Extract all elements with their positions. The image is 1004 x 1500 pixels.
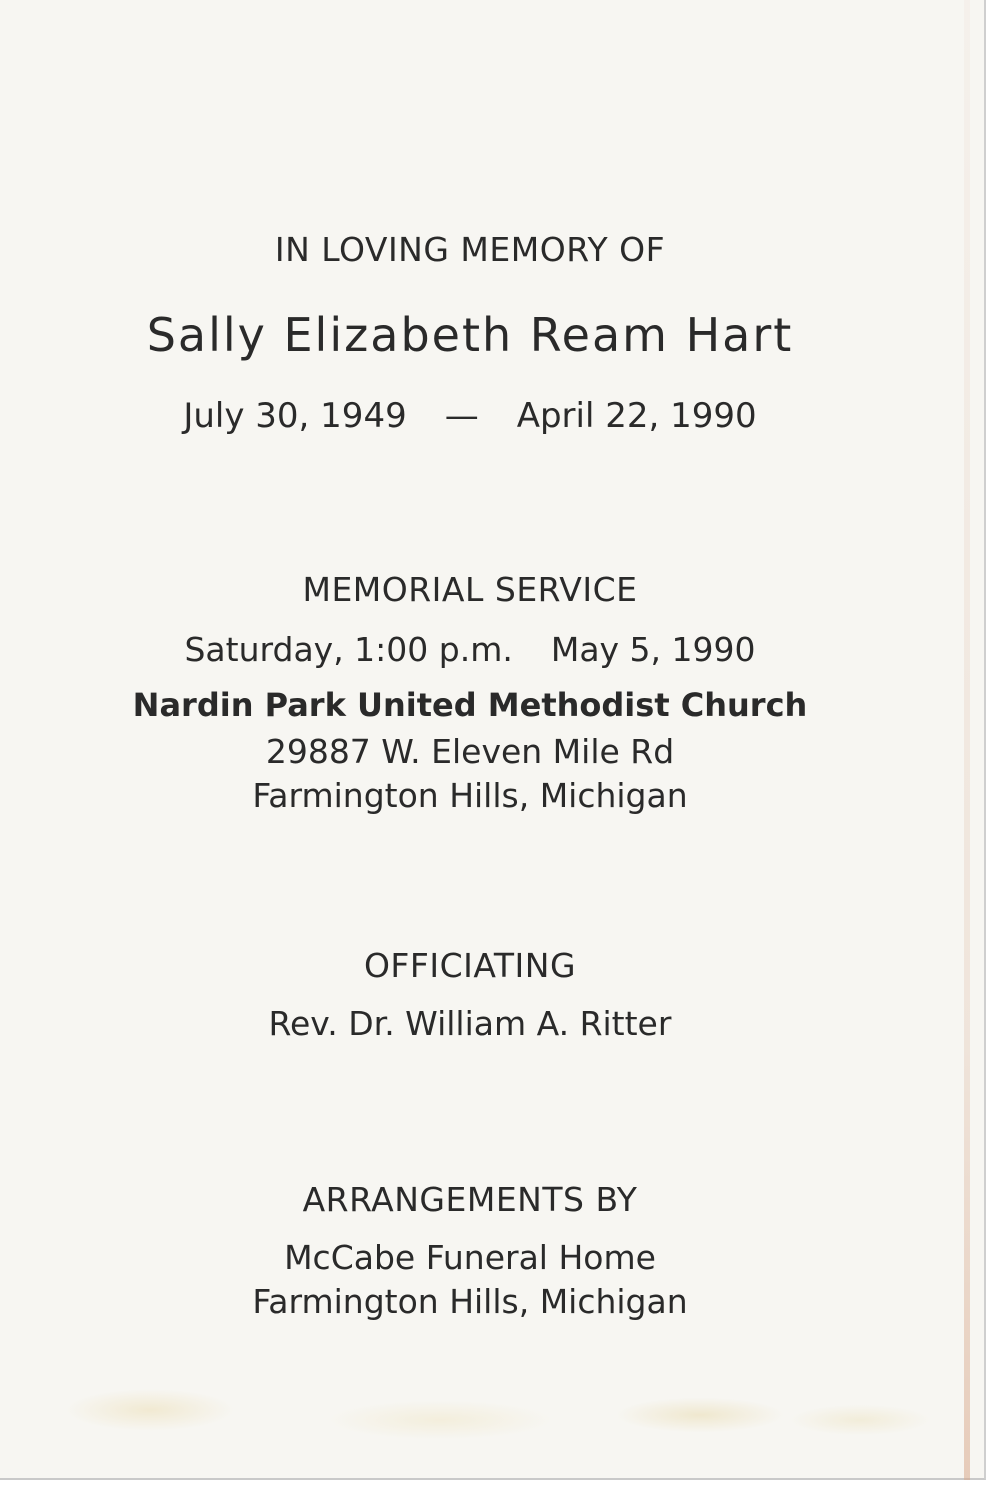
funeral-home: McCabe Funeral Home <box>284 1238 656 1277</box>
service-day-time: Saturday, 1:00 p.m. <box>184 630 513 669</box>
deceased-name: Sally Elizabeth Ream Hart <box>146 308 794 362</box>
church-city: Farmington Hills, Michigan <box>252 776 688 815</box>
service-date: May 5, 1990 <box>550 630 756 669</box>
death-date: April 22, 1990 <box>516 396 757 436</box>
birth-date: July 30, 1949 <box>183 396 407 436</box>
life-dates <box>0 396 940 436</box>
paper-stain <box>0 1340 986 1480</box>
service-datetime <box>0 630 940 669</box>
card-edge-tint <box>964 0 970 1480</box>
officiating-heading: OFFICIATING <box>363 946 577 985</box>
arrangements-heading: ARRANGEMENTS BY <box>302 1180 638 1219</box>
church-name: Nardin Park United Methodist Church <box>132 686 808 724</box>
funeral-home-city: Farmington Hills, Michigan <box>252 1282 688 1321</box>
memory-heading: IN LOVING MEMORY OF <box>274 230 666 269</box>
church-address: 29887 W. Eleven Mile Rd <box>265 732 675 771</box>
officiant-name: Rev. Dr. William A. Ritter <box>268 1004 672 1043</box>
date-separator: — <box>444 396 479 436</box>
service-heading: MEMORIAL SERVICE <box>302 570 638 609</box>
